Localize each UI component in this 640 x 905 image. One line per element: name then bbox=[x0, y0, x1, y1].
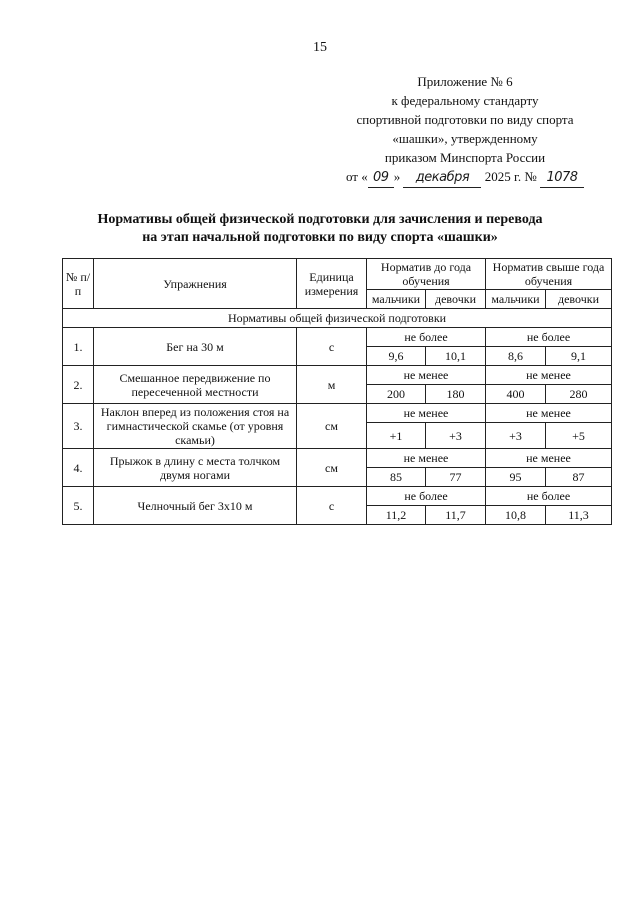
row-exercise: Прыжок в длину с места толчком двумя ногами bbox=[94, 449, 297, 487]
value-cell: 77 bbox=[426, 468, 486, 487]
row-condition: не более bbox=[367, 328, 486, 347]
header-row bbox=[63, 259, 612, 290]
row-exercise: Челночный бег 3x10 м bbox=[94, 487, 297, 525]
row-exercise: Наклон вперед из положения стоя на гимнастической скамье (от уровня скамьи) bbox=[94, 404, 297, 449]
value-cell: 200 bbox=[367, 385, 426, 404]
page-number: 15 bbox=[313, 40, 327, 55]
appendix-line: приказом Минспорта России bbox=[384, 150, 546, 165]
row-num: 3. bbox=[63, 404, 94, 449]
value-cell: 10,8 bbox=[486, 506, 546, 525]
table-row bbox=[63, 449, 612, 468]
row-unit: м bbox=[297, 366, 367, 404]
row-exercise: Бег на 30 м bbox=[94, 328, 297, 366]
title-line: Нормативы общей физической подготовки для зачисления и перевода bbox=[97, 212, 543, 227]
value-cell: 400 bbox=[486, 385, 546, 404]
value-cell: 11,7 bbox=[426, 506, 486, 525]
date-mid: » bbox=[393, 169, 401, 184]
value-cell: 10,1 bbox=[426, 347, 486, 366]
value-cell: +3 bbox=[426, 423, 486, 449]
section-row bbox=[63, 309, 612, 328]
date-prefix: от « bbox=[345, 169, 368, 184]
header-boys: мальчики bbox=[367, 290, 426, 309]
value-cell: 87 bbox=[546, 468, 612, 487]
value-cell: 9,1 bbox=[546, 347, 612, 366]
header-num: № п/п bbox=[63, 259, 94, 309]
row-num: 5. bbox=[63, 487, 94, 525]
norms-table bbox=[62, 258, 612, 525]
header-exercise: Упражнения bbox=[94, 259, 297, 309]
value-cell: +5 bbox=[546, 423, 612, 449]
value-cell: 85 bbox=[367, 468, 426, 487]
value-cell: 11,2 bbox=[367, 506, 426, 525]
row-condition: не менее bbox=[486, 404, 612, 423]
header-girls: девочки bbox=[546, 290, 612, 309]
appendix-line: к федеральному стандарту bbox=[391, 93, 539, 108]
table-row bbox=[63, 366, 612, 385]
handwritten-order-number: 1078 bbox=[540, 168, 584, 188]
title-line: на этап начальной подготовки по виду спорта «шашки» bbox=[142, 230, 498, 245]
header-girls: девочки bbox=[426, 290, 486, 309]
header-unit: Единица измерения bbox=[297, 259, 367, 309]
value-cell: 180 bbox=[426, 385, 486, 404]
table-row bbox=[63, 328, 612, 347]
handwritten-day: 09 bbox=[368, 168, 394, 188]
row-unit: см bbox=[297, 449, 367, 487]
value-cell: 280 bbox=[546, 385, 612, 404]
value-cell: 9,6 bbox=[367, 347, 426, 366]
row-num: 2. bbox=[63, 366, 94, 404]
row-condition: не менее bbox=[486, 366, 612, 385]
row-condition: не более bbox=[486, 328, 612, 347]
row-condition: не менее bbox=[367, 449, 486, 468]
table-row bbox=[63, 404, 612, 423]
row-condition: не более bbox=[367, 487, 486, 506]
row-num: 1. bbox=[63, 328, 94, 366]
value-cell: 8,6 bbox=[486, 347, 546, 366]
handwritten-month: декабря bbox=[403, 168, 481, 188]
table-row bbox=[63, 487, 612, 506]
value-cell: 95 bbox=[486, 468, 546, 487]
row-unit: с bbox=[297, 487, 367, 525]
header-group-1: Норматив до года обучения bbox=[367, 259, 486, 290]
row-unit: с bbox=[297, 328, 367, 366]
document-title bbox=[60, 211, 580, 247]
section-title: Нормативы общей физической подготовки bbox=[63, 309, 612, 328]
row-condition: не менее bbox=[367, 366, 486, 385]
appendix-line: спортивной подготовки по виду спорта bbox=[356, 112, 574, 127]
value-cell: +3 bbox=[486, 423, 546, 449]
row-condition: не менее bbox=[486, 449, 612, 468]
row-condition: не менее bbox=[367, 404, 486, 423]
value-cell: +1 bbox=[367, 423, 426, 449]
header-group-2: Норматив свыше года обучения bbox=[486, 259, 612, 290]
value-cell: 11,3 bbox=[546, 506, 612, 525]
appendix-header bbox=[340, 72, 590, 188]
date-year: 2025 г. № bbox=[484, 169, 537, 184]
row-unit: см bbox=[297, 404, 367, 449]
appendix-line: «шашки», утвержденному bbox=[392, 131, 538, 146]
row-condition: не более bbox=[486, 487, 612, 506]
row-exercise: Смешанное передвижение по пересеченной местности bbox=[94, 366, 297, 404]
row-num: 4. bbox=[63, 449, 94, 487]
appendix-line: Приложение № 6 bbox=[417, 74, 513, 89]
header-boys: мальчики bbox=[486, 290, 546, 309]
order-date-line bbox=[340, 167, 590, 188]
